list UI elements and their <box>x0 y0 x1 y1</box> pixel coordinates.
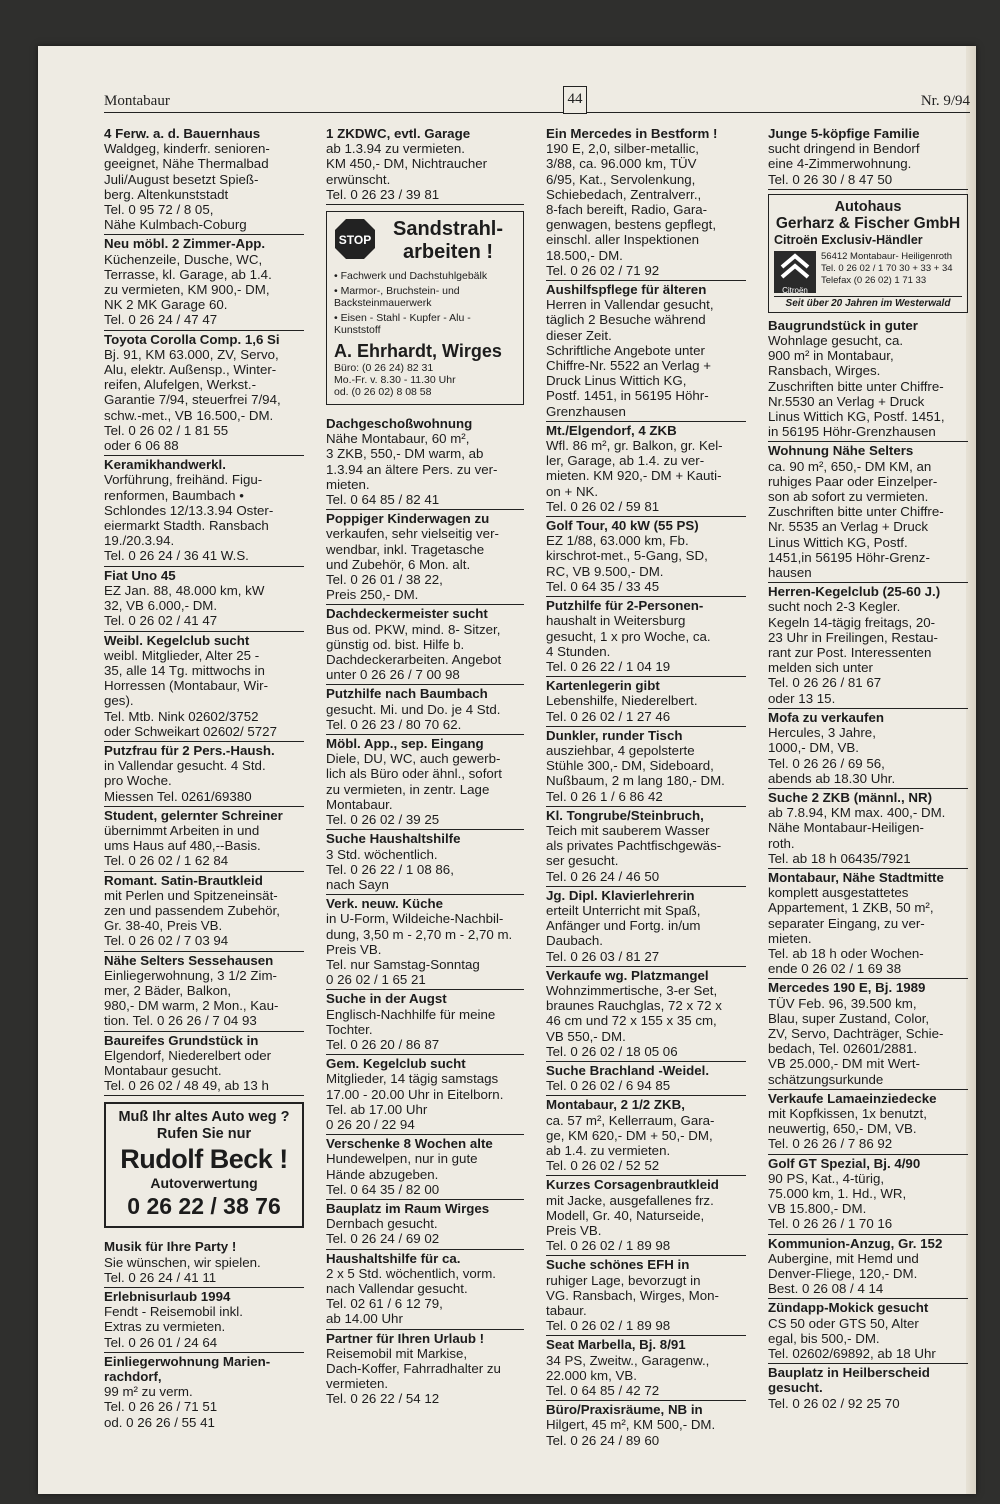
column-2 <box>326 125 524 1409</box>
ad-headline: Romant. Satin-Brautkleid <box>104 872 263 888</box>
svg-text:STOP: STOP <box>338 233 372 248</box>
classified-ad <box>104 235 304 330</box>
classified-ad <box>546 677 746 727</box>
ad-body: 90 PS, Kat., 4-türig, 75.000 km, 1. Hd., WR, VB 15.800,- DM. Tel. 0 26 26 / 1 70 16 <box>768 1170 907 1232</box>
classified-ad <box>546 125 746 281</box>
ad-headline: Montabaur, Nähe Stadtmitte <box>768 869 944 885</box>
header-place: Montabaur <box>104 93 170 109</box>
ad-body: ab 7.8.94, KM max. 400,- DM. Nähe Montabaur-Heiligen- roth. Tel. ab 18 h 06435/7921 <box>768 805 946 866</box>
ad-headline: Bauplatz im Raum Wirges <box>326 1200 490 1216</box>
ad-body: Wohnzimmertische, 3-er Set, braunes Rauchglas, 72 x 72 x 46 cm und 72 x 155 x 35 cm, VB 550,- DM. Tel. 0 26 02 / 18 05 06 <box>546 982 722 1059</box>
ad-body: Tel. 0 26 02 / 6 94 85 <box>546 1078 671 1094</box>
box-heading: Sandstrahl- arbeiten ! <box>392 218 504 264</box>
classified-ad <box>326 510 524 605</box>
ad-body: in U-Form, Wildeiche-Nachbil- dung, 3,50 m - 2,70 m - 2,70 m. Preis VB. Tel. nur Samstag-Sonntag 0 26 02 / 1 65 21 <box>326 911 513 988</box>
ad-body: ausziehbar, 4 gepolsterte Stühle 300,- DM, Sideboard, Nußbaum, 2 m lang 180,- DM. Tel. 0 26 1 / 6 86 42 <box>546 742 725 804</box>
classified-ad <box>546 422 746 517</box>
ad-headline: Toyota Corolla Comp. 1,6 Si <box>104 331 280 347</box>
ad-headline: Golf Tour, 40 kW (55 PS) <box>546 518 699 534</box>
ad-body: CS 50 oder GTS 50, Alter egal, bis 500,- DM. Tel. 02602/69892, ab 18 Uhr <box>768 1315 936 1362</box>
column-4 <box>768 125 968 1413</box>
classified-ad <box>546 967 746 1062</box>
ad-body: Tel. 0 26 02 / 92 25 70 <box>768 1395 900 1411</box>
ad-headline: Kartenlegerin gibt <box>546 678 660 694</box>
dealer-slogan: Seit über 20 Jahren im Westerwald <box>774 296 962 310</box>
ad-headline: Nähe Selters Sessehausen <box>104 952 274 968</box>
box-phone: 0 26 22 / 38 76 <box>127 1193 281 1220</box>
ad-body: Hercules, 3 Jahre, 1000,- DM, VB. Tel. 0 26 26 / 69 56, abends ab 18.30 Uhr. <box>768 725 896 786</box>
ad-body: Reisemobil mit Markise, Dach-Koffer, Fahrradhalter zu vermieten. Tel. 0 26 22 / 54 12 <box>326 1345 501 1407</box>
ad-headline: Suche 2 ZKB (männl., NR) <box>768 789 933 805</box>
classified-ad <box>104 952 304 1032</box>
ad-body: Englisch-Nachhilfe für meine Tochter. Tel. 0 26 20 / 86 87 <box>326 1006 496 1052</box>
ad-headline: Montabaur, 2 1/2 ZKB, <box>546 1097 685 1113</box>
classified-ad <box>546 1176 746 1256</box>
ad-headline: 1 ZKDWC, evtl. Garage <box>326 126 471 141</box>
classified-ad <box>768 442 968 583</box>
ad-body: Dernbach gesucht. Tel. 0 26 24 / 69 02 <box>326 1216 440 1247</box>
ad-body: 34 PS, Zweitw., Garagenw., 22.000 km, VB. Tel. 0 64 85 / 42 72 <box>546 1352 710 1399</box>
classified-ad <box>546 1096 746 1176</box>
ad-body: sucht dringend in Bendorf eine 4-Zimmerwohnung. Tel. 0 26 30 / 8 47 50 <box>768 141 920 187</box>
classified-ad <box>326 830 524 895</box>
ad-headline: Kl. Tongrube/Steinbruch, <box>546 807 704 823</box>
ad-body: übernimmt Arbeiten in und ums Haus auf 480,--Basis. Tel. 0 26 02 / 1 62 84 <box>104 822 261 869</box>
ad-body: ca. 57 m², Kellerraum, Gara- ge, KM 620,- DM + 50,- DM, ab 1.4. zu vermieten. Tel. 0 26 02 / 52 52 <box>546 1112 715 1174</box>
ad-headline: Kommunion-Anzug, Gr. 152 <box>768 1235 943 1251</box>
ad-headline: Keramikhandwerkl. <box>104 457 226 473</box>
ad-headline: Gem. Kegelclub sucht <box>326 1056 466 1072</box>
ad-body: komplett ausgestattetes Appartement, 1 ZKB, 50 m², separater Eingang, zu ver- mieten. Tel. ab 18 h oder Wochen- ende 0 26 02 / 1 69 38 <box>768 885 934 977</box>
ad-headline: Putzhilfe für 2-Personen- <box>546 598 704 614</box>
service-list <box>334 270 516 336</box>
ad-body: Sie wünschen, wir spielen. Tel. 0 26 24 / 41 11 <box>104 1254 261 1285</box>
ad-body: Waldgeg, kinderfr. senioren- geeignet, Nähe Thermalbad Juli/August besetzt Spieß- berg. Altenkunststadt Tel. 0 95 72 / 8 05, Nähe Kulmbach-Coburg <box>104 141 270 233</box>
ad-headline: Musik für Ihre Party ! <box>104 1239 237 1255</box>
classified-ad <box>104 632 304 742</box>
classified-ad <box>546 1336 746 1401</box>
classified-ad <box>326 1200 524 1250</box>
ad-body: 3 Std. wöchentlich. Tel. 0 26 22 / 1 08 86, nach Sayn <box>326 846 454 892</box>
ad-headline: Baugrundstück in guter <box>768 317 918 333</box>
ad-body: Hilgert, 45 m², KM 500,- DM. Tel. 0 26 24 / 89 60 <box>546 1417 716 1448</box>
classified-ad <box>326 990 524 1055</box>
ad-headline: Zündapp-Mokick gesucht <box>768 1300 929 1316</box>
classified-ad <box>546 597 746 677</box>
ad-body: Hundewelpen, nur in gute Hände abzugeben. Tel. 0 64 35 / 82 00 <box>326 1151 478 1197</box>
ad-body: 99 m² zu verm. Tel. 0 26 26 / 71 51 od. 0 26 26 / 55 41 <box>104 1384 218 1430</box>
classified-ad <box>546 1256 746 1336</box>
classified-ad <box>768 1090 968 1155</box>
classified-ad <box>326 415 524 510</box>
classified-ad <box>104 807 304 872</box>
ad-headline: Büro/Praxisräume, NB in <box>546 1402 703 1418</box>
box-title: Autohaus <box>834 198 902 215</box>
ad-body: Vorführung, freihänd. Figu- renformen, Baumbach • Schlondes 12/13.3.94 Oster- eiermarkt Stadth. Ransbach 19./20.3.94. Tel. 0 26 24 / 36 41 W.S. <box>104 472 274 564</box>
classified-ad <box>768 709 968 789</box>
ad-body: weibl. Mitglieder, Alter 25 - 35, alle 14 Tg. mittwochs in Horressen (Montabaur, Wir- ges). Tel. Mtb. Nink 02602/3752 oder Schweikart 02602/ 5727 <box>104 647 277 739</box>
ad-headline: Mercedes 190 E, Bj. 1989 <box>768 980 926 996</box>
classified-ad <box>104 125 304 235</box>
classified-ad <box>768 1235 968 1300</box>
ad-headline: Mt./Elgendorf, 4 ZKB <box>546 422 677 438</box>
ad-body: ca. 90 m², 650,- DM KM, an ruhiges Paar oder Einzelper- son ab sofort zu vermieten. Zuschriften bitte unter Chiffre- Nr. 5535 an Verlag + Druck Linus Wittich KG, Postf. 1451,in 56195 Höhr-Grenz- hausen <box>768 458 944 581</box>
ad-body: erteilt Unterricht mit Spaß, Anfänger und Fortg. in/um Daubach. Tel. 0 26 03 / 81 27 <box>546 902 701 964</box>
citroen-logo-icon: Citroën <box>774 251 816 293</box>
box-line2: Rufen Sie nur <box>156 1126 252 1143</box>
classified-ad <box>326 1330 524 1409</box>
service-item: • Marmor-, Bruchstein- und Backsteinmauerwerk <box>334 285 460 310</box>
box-line1: Muß Ihr altes Auto weg ? <box>118 1109 290 1126</box>
ad-body: EZ Jan. 88, 48.000 km, kW 32, VB 6.000,- DM. Tel. 0 26 02 / 41 47 <box>104 582 265 629</box>
classified-ad <box>326 1250 524 1330</box>
stop-sign-icon <box>334 218 376 260</box>
ad-headline: Fiat Uno 45 <box>104 567 176 583</box>
box-dealer: Citroën Exclusiv-Händler <box>774 232 923 247</box>
ad-body: Teich mit sauberem Wasser als privates Pachtfischgewäs- ser gesucht. Tel. 0 26 24 / 46 50 <box>546 822 722 884</box>
ad-body: Bus od. PKW, mind. 8- Sitzer, günstig od. bist. Hilfe b. Dachdeckerarbeiten. Angebot unter 0 26 26 / 7 00 98 <box>326 621 502 683</box>
ad-headline: Erlebnisurlaub 1994 <box>104 1289 231 1304</box>
ad-headline: Verkaufe wg. Platzmangel <box>546 967 709 983</box>
ad-body: TÜV Feb. 96, 39.500 km, Blau, super Zustand, Color, ZV, Servo, Dachträger, Schie- bedach, Tel. 02601/2881. VB 25.000,- DM mit Wert- schätzungsurkunde <box>768 995 944 1087</box>
ad-body: gesucht. Mi. und Do. je 4 Std. Tel. 0 26 23 / 80 70 62. <box>326 701 501 732</box>
classified-ad <box>768 317 968 443</box>
ad-headline: Verk. neuw. Küche <box>326 896 444 912</box>
ad-body: sucht noch 2-3 Kegler. Kegeln 14-tägig freitags, 20- 23 Uhr in Freilingen, Restau- rant zur Post. Interessenten melden sich unter Tel. 0 26 26 / 81 67 oder 13 15. <box>768 599 938 706</box>
ad-headline: Aushilfspflege für älteren <box>546 282 707 298</box>
classified-ad <box>546 887 746 967</box>
classified-ad <box>326 1055 524 1135</box>
ad-body: haushalt in Weitersburg gesucht, 1 x pro Woche, ca. 4 Stunden. Tel. 0 26 22 / 1 04 19 <box>546 613 711 674</box>
classified-ad <box>546 281 746 422</box>
classified-ad <box>768 979 968 1089</box>
ad-headline: 4 Ferw. a. d. Bauernhaus <box>104 126 261 141</box>
ad-body: Aubergine, mit Hemd und Denver-Fliege, 120,- DM. Best. 0 26 08 / 4 14 <box>768 1250 919 1297</box>
classified-ad <box>104 1353 304 1432</box>
classified-ad <box>104 1032 304 1097</box>
column-1 <box>104 125 304 1432</box>
ad-body: Diele, DU, WC, auch gewerb- lich als Büro oder ähnl., sofort zu vermieten, in zentr. Lage Montabaur. Tel. 0 26 02 / 39 25 <box>326 751 502 828</box>
ad-body: Fendt - Reisemobil inkl. Extras zu vermieten. Tel. 0 26 01 / 24 64 <box>104 1304 243 1350</box>
ad-headline: Partner für Ihren Urlaub ! <box>326 1330 485 1346</box>
ad-body: Mitglieder, 14 tägig samstags 17.00 - 20.00 Uhr in Eitelborn. Tel. ab 17.00 Uhr 0 26 20 / 22 94 <box>326 1071 504 1132</box>
ad-headline: Suche schönes EFH in <box>546 1257 690 1273</box>
ad-body: 2 x 5 Std. wöchentlich, vorm. nach Vallendar gesucht. Tel. 02 61 / 6 12 79, ab 14.00 Uhr <box>326 1265 496 1327</box>
ad-body: EZ 1/88, 63.000 km, Fb. kirschrot-met., 5-Gang, SD, RC, VB 9.500,- DM. Tel. 0 64 35 / 33 45 <box>546 533 708 594</box>
ad-headline: Möbl. App., sep. Eingang <box>326 736 484 752</box>
ad-body: Herren in Vallendar gesucht, täglich 2 Besuche während dieser Zeit. Schriftliche Angebote unter Chiffre-Nr. 5522 an Verlag + Druck Linus Wittich KG, Postf. 1451, in 56195 Höhr- Grenzhausen <box>546 297 714 419</box>
ad-headline: Student, gelernter Schreiner <box>104 807 283 823</box>
classified-ad <box>104 742 304 807</box>
classified-ad <box>768 869 968 979</box>
classified-ad <box>104 1238 304 1288</box>
ad-body: Nähe Montabaur, 60 m², 3 ZKB, 550,- DM warm, ab 1.3.94 an ältere Pers. zu ver- mieten. Tel. 0 64 85 / 82 41 <box>326 431 498 508</box>
ad-headline: Verkaufe Lamaeinziedecke <box>768 1090 937 1106</box>
service-item: • Eisen - Stahl - Kupfer - Alu - Kunststoff <box>334 312 471 337</box>
page-number: 44 <box>563 86 587 114</box>
ad-headline: Suche Brachland -Weidel. <box>546 1062 710 1078</box>
page-header <box>104 90 970 113</box>
ad-headline: Dachdeckermeister sucht <box>326 606 488 622</box>
ad-body: 190 E, 2,0, silber-metallic, 3/88, ca. 96.000 km, TÜV 6/95, Kat., Servolenkung, Schiebedach, Zentralverr., 8-fach bereift, Radio, Gara- genwagen, bestens gepflegt, einschl. aller Inspektionen 18.500,- DM. Tel. 0 26 02 / 71 92 <box>546 141 717 278</box>
ad-body: Wfl. 86 m², gr. Balkon, gr. Kel- ler, Garage, ab 1.4. zu ver- mieten. KM 920,- DM + Kauti- on + NK. Tel. 0 26 02 / 59 81 <box>546 438 723 514</box>
classified-ad <box>104 331 304 457</box>
ad-headline: Dachgeschoßwohnung <box>326 416 473 432</box>
ad-headline: Dunkler, runder Tisch <box>546 727 683 743</box>
ad-body: Küchenzeile, Dusche, WC, Terrasse, kl. Garage, ab 1.4. zu vermieten, KM 900,- DM, NK 2 MK Garage 60. Tel. 0 26 24 / 47 47 <box>104 251 272 328</box>
classified-ad <box>768 1155 968 1235</box>
ad-body: Bj. 91, KM 63.000, ZV, Servo, Alu, elektr. Außensp., Winter- reifen, Alufelgen, Werkst.- Garantie 7/94, steuerfrei 7/94, schw.-met., VB 16.500,- DM. Tel. 0 26 02 / 1 81 55 oder 6 06 88 <box>104 346 281 454</box>
ad-body: Einliegerwohnung, 3 1/2 Zim- mer, 2 Bäder, Balkon, 980,- DM warm, 2 Mon., Kau- tion. Tel. 0 26 26 / 7 04 93 <box>104 967 279 1029</box>
ad-headline: Neu möbl. 2 Zimmer-App. <box>104 236 266 252</box>
classified-ad <box>326 895 524 990</box>
classified-ad <box>326 1135 524 1200</box>
ad-body: ab 1.3.94 zu vermieten. KM 450,- DM, Nichtraucher erwünscht. Tel. 0 26 23 / 39 81 <box>326 141 488 202</box>
ad-headline: Suche Haushaltshilfe <box>326 831 461 847</box>
company-name: A. Ehrhardt, Wirges <box>334 341 502 362</box>
ad-headline: Haushaltshilfe für ca. <box>326 1250 461 1266</box>
dealer-address: 56412 Montabaur- Heiligenroth Tel. 0 26 02 / 1 70 30 + 33 + 34 Telefax (0 26 02) 1 71 33 <box>821 250 953 286</box>
ad-headline: Weibl. Kegelclub sucht <box>104 632 250 648</box>
ad-headline: Putzfrau für 2 Pers.-Haush. <box>104 742 275 758</box>
ad-headline: Baureifes Grundstück in <box>104 1032 259 1048</box>
classified-ad <box>104 1288 304 1353</box>
ad-headline: Verschenke 8 Wochen alte <box>326 1136 493 1152</box>
ad-box-autohaus <box>768 194 968 313</box>
ad-headline: Einliegerwohnung Marien- rachdorf, <box>104 1353 271 1385</box>
ad-headline: Mofa zu verkaufen <box>768 709 885 725</box>
classified-ad <box>104 872 304 952</box>
classified-ad <box>326 125 524 205</box>
ad-body: mit Perlen und Spitzeneinsät- zen und passendem Zubehör, Gr. 38-40, Preis VB. Tel. 0 26 02 / 7 03 94 <box>104 887 280 949</box>
header-issue: Nr. 9/94 <box>920 93 970 109</box>
classified-ad <box>546 807 746 887</box>
ad-box-rudolf-beck <box>104 1102 304 1228</box>
classified-ad <box>326 685 524 735</box>
classified-ad <box>104 456 304 566</box>
classified-ad <box>768 1364 968 1413</box>
ad-headline: Wohnung Nähe Selters <box>768 443 914 459</box>
classified-ad <box>326 735 524 830</box>
ad-headline: Ein Mercedes in Bestform ! <box>546 126 718 141</box>
ad-headline: Poppiger Kinderwagen zu <box>326 511 490 527</box>
ad-headline: Bauplatz in Heilberscheid gesucht. <box>768 1365 930 1396</box>
ad-body: Lebenshilfe, Niederelbert. Tel. 0 26 02 / 1 27 46 <box>546 693 698 724</box>
box-sub: Autoverwertung <box>150 1175 258 1192</box>
ad-body: in Vallendar gesucht. 4 Std. pro Woche. Miessen Tel. 0261/69380 <box>104 758 266 804</box>
ad-body: mit Kopfkissen, 1x benutzt, neuwertig, 650,- DM, VB. Tel. 0 26 26 / 7 86 92 <box>768 1105 927 1152</box>
ad-body: mit Jacke, ausgefallenes frz. Modell, Gr. 40, Naturseide, Preis VB. Tel. 0 26 02 / 1 89 98 <box>546 1192 714 1254</box>
company-contact: Büro: (0 26 24) 82 31 Mo.-Fr. v. 8.30 - 11.30 Uhr od. (0 26 02) 8 08 58 <box>334 362 456 399</box>
ad-headline: Jg. Dipl. Klavierlehrerin <box>546 887 695 903</box>
ad-body: Elgendorf, Niederelbert oder Montabaur gesucht. Tel. 0 26 02 / 48 49, ab 13 h <box>104 1047 272 1094</box>
ad-headline: Seat Marbella, Bj. 8/91 <box>546 1337 686 1353</box>
classified-ad <box>546 727 746 807</box>
classified-ad <box>768 125 968 190</box>
classified-ad <box>768 789 968 869</box>
ad-headline: Junge 5-köpfige Familie <box>768 126 920 141</box>
ad-headline: Suche in der Augst <box>326 991 447 1007</box>
ad-body: ruhiger Lage, bevorzugt in VG. Ransbach, Wirges, Mon- tabaur. Tel. 0 26 02 / 1 89 98 <box>546 1272 719 1334</box>
classified-ad <box>546 517 746 597</box>
ad-body: verkaufen, sehr vielseitig ver- wendbar, inkl. Tragetasche und Zubehör, 6 Mon. alt. Tel. 0 26 01 / 38 22, Preis 250,- DM. <box>326 526 499 603</box>
ad-headline: Herren-Kegelclub (25-60 J.) <box>768 584 941 600</box>
box-name: Rudolf Beck ! <box>120 1144 288 1175</box>
classified-ad <box>546 1062 746 1096</box>
box-company: Gerharz & Fischer GmbH <box>775 214 961 232</box>
ad-headline: Kurzes Corsagenbrautkleid <box>546 1177 719 1193</box>
classified-ad <box>768 1299 968 1364</box>
ad-headline: Putzhilfe nach Baumbach <box>326 686 488 702</box>
classified-ad <box>326 605 524 685</box>
classified-ad <box>104 567 304 632</box>
classified-ad <box>546 1401 746 1450</box>
ad-box-sandstrahl <box>326 211 524 405</box>
column-3 <box>546 125 746 1450</box>
service-item: • Fachwerk und Dachstuhlgebälk <box>334 270 488 283</box>
classified-ad <box>768 583 968 709</box>
ad-body: Wohnlage gesucht, ca. 900 m² in Montabaur, Ransbach, Wirges. Zuschriften bitte unter Chiffre- Nr.5530 an Verlag + Druck Linus Wittich KG, Postf. 1451, in 56195 Höhr-Grenzhausen <box>768 333 945 440</box>
ad-headline: Golf GT Spezial, Bj. 4/90 <box>768 1155 921 1171</box>
